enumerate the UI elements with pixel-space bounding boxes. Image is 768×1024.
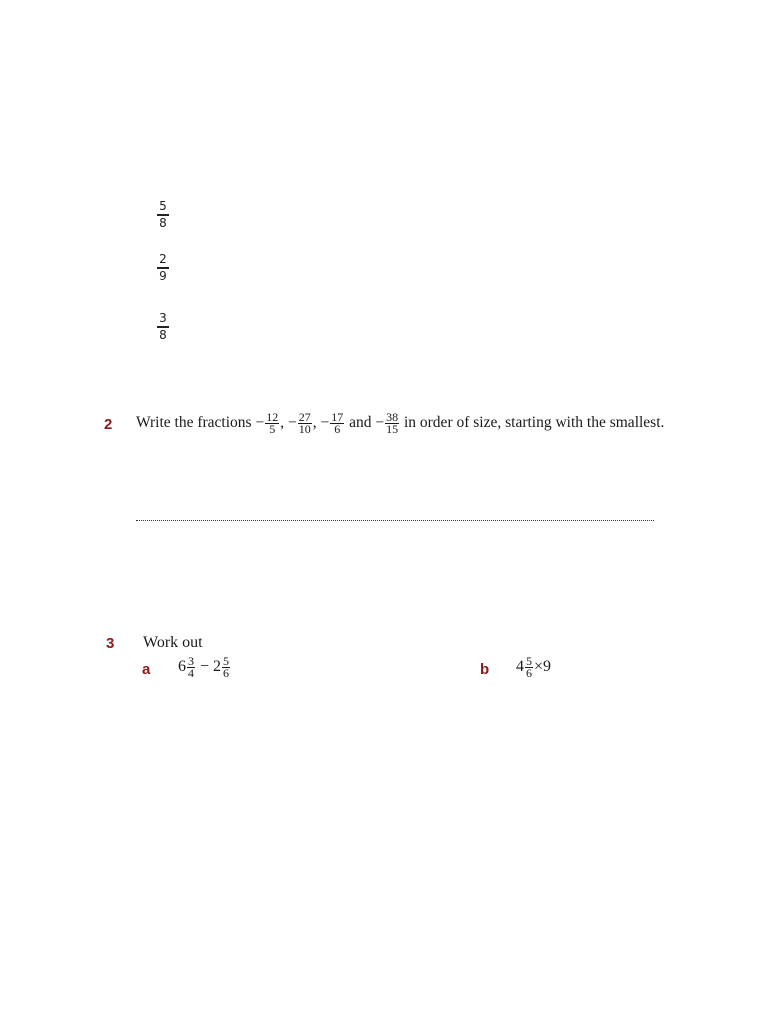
numerator: 27 bbox=[298, 410, 311, 424]
numerator: 5 bbox=[159, 199, 167, 213]
fraction-three-eighths bbox=[156, 312, 170, 342]
fraction-minus-12-5 bbox=[265, 412, 279, 435]
denominator: 6 bbox=[334, 422, 341, 436]
numerator: 2 bbox=[159, 252, 167, 266]
denominator: 4 bbox=[188, 666, 194, 680]
denominator: 8 bbox=[159, 327, 167, 342]
minus-sign: − bbox=[375, 414, 385, 432]
denominator: 10 bbox=[298, 422, 311, 436]
denominator: 6 bbox=[223, 666, 230, 680]
denominator: 6 bbox=[526, 666, 532, 680]
fraction-minus-27-10 bbox=[298, 412, 312, 435]
numerator: 5 bbox=[223, 654, 230, 668]
numerator: 3 bbox=[159, 311, 167, 325]
whole-number: 2 bbox=[213, 658, 222, 676]
fraction-minus-38-15 bbox=[385, 412, 399, 435]
q2-ending: in order of size, starting with the smallest. bbox=[403, 414, 665, 432]
numerator: 12 bbox=[266, 410, 279, 424]
q2-intro: Write the fractions bbox=[136, 414, 252, 432]
question-2-number: 2 bbox=[104, 416, 113, 433]
part-a-label: a bbox=[142, 661, 151, 678]
whole-number: 4 bbox=[516, 658, 524, 676]
question-2-text bbox=[136, 412, 664, 435]
denominator: 5 bbox=[269, 422, 276, 436]
minus-sign: − bbox=[320, 414, 330, 432]
fraction-minus-17-6 bbox=[330, 412, 344, 435]
fraction-two-ninths bbox=[156, 253, 170, 283]
fraction-five-eighths bbox=[156, 200, 170, 230]
fraction bbox=[187, 656, 195, 679]
numerator: 3 bbox=[188, 654, 194, 668]
denominator: 8 bbox=[159, 215, 167, 230]
answer-line[interactable] bbox=[136, 520, 654, 521]
factor: 9 bbox=[543, 658, 552, 676]
part-b-label: b bbox=[480, 661, 490, 678]
question-3-title: Work out bbox=[143, 634, 203, 651]
numerator: 38 bbox=[386, 410, 399, 424]
numerator: 17 bbox=[331, 410, 344, 424]
denominator: 15 bbox=[386, 422, 399, 436]
fraction bbox=[525, 656, 533, 679]
minus-operator: − bbox=[200, 658, 210, 676]
denominator: 9 bbox=[159, 268, 167, 283]
whole-number: 6 bbox=[178, 658, 186, 676]
fraction bbox=[222, 656, 230, 679]
question-3-number: 3 bbox=[106, 635, 115, 652]
comma: , bbox=[312, 414, 317, 432]
and-word: and bbox=[349, 414, 372, 432]
part-b-expression bbox=[516, 656, 551, 679]
part-a-expression bbox=[178, 656, 231, 679]
comma: , bbox=[280, 414, 285, 432]
times-operator: × bbox=[534, 658, 544, 676]
minus-sign: − bbox=[255, 414, 265, 432]
numerator: 5 bbox=[526, 654, 532, 668]
minus-sign: − bbox=[287, 414, 297, 432]
